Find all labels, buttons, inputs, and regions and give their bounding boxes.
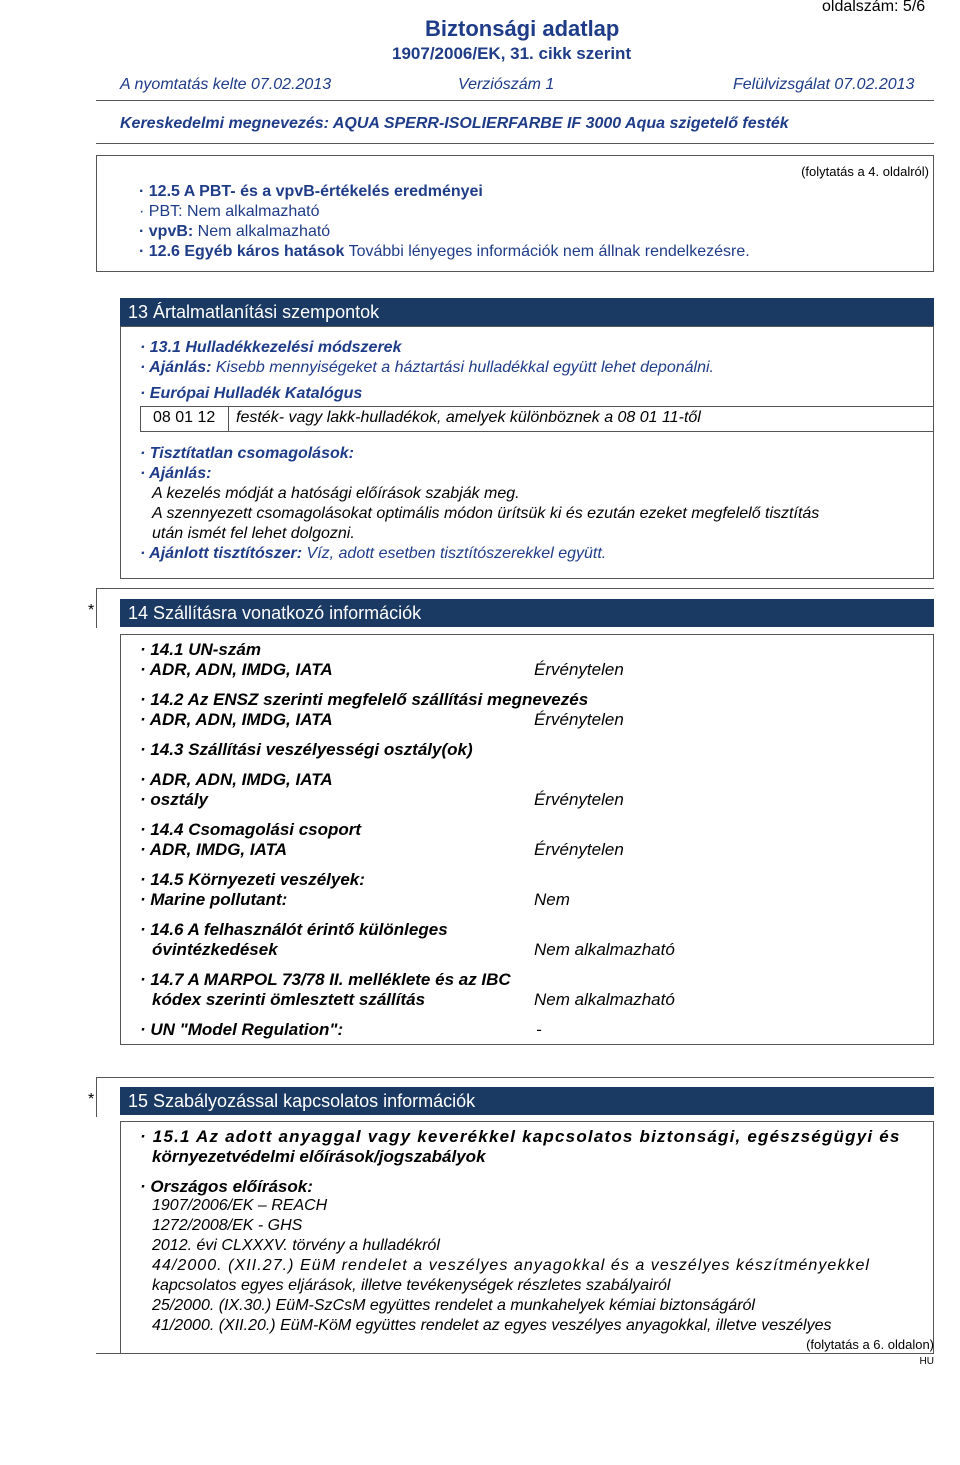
special-precautions-heading: · 14.6 A felhasználót érintő különleges [140,920,448,939]
header-divider [96,100,934,101]
un-number-value: Érvénytelen [534,660,624,679]
hazard-class-value: Érvénytelen [534,790,624,809]
packaging-text-2: A szennyezett csomagolásokat optimális módon ürítsük ki és ezután ezeket megfelelő tisztítás [152,505,820,522]
cleaning-agent-label: · Ajánlott tisztítószer: [140,545,303,562]
hazard-class-modes: · ADR, ADN, IMDG, IATA [140,770,333,789]
marpol-heading-2: kódex szerinti ömlesztett szállítás [152,990,426,1009]
ewc-code: 08 01 12 [153,409,216,426]
document-title: Biztonsági adatlap [425,16,620,41]
ewc-description: festék- vagy lakk-hulladékok, amelyek különböznek a 08 01 11-től [236,409,701,426]
regulation-heading-1: · 15.1 Az adott anyaggal vagy keverékkel kapcsolatos biztonsági, egészségügyi és [140,1127,901,1146]
packaging-recommendation-label: · Ajánlás: [140,465,212,482]
pbt-value: · PBT: Nem alkalmazható [139,203,320,220]
review-date: Felülvizsgálat 07.02.2013 [733,76,915,93]
section-15-left-edge [96,1077,97,1117]
waste-methods-heading: · 13.1 Hulladékkezelési módszerek [140,339,402,356]
continued-from: (folytatás a 4. oldalról) [801,164,929,179]
section-14-divider [96,588,934,589]
regulation-heading-2: környezetvédelmi előírások/jogszabályok [152,1147,486,1166]
changed-marker-15: * [88,1091,95,1108]
shipping-name-value: Érvénytelen [534,710,624,729]
packing-group-value: Érvénytelen [534,840,624,859]
changed-marker: * [88,602,95,619]
un-number-modes: · ADR, ADN, IMDG, IATA [140,660,333,679]
reg-44-2000-line-2: kapcsolatos egyes eljárások, illetve tevékenységek részletes szabályairól [152,1277,671,1294]
other-effects [139,243,750,261]
national-regs-heading: · Országos előírások: [140,1177,313,1196]
language-code: HU [919,1356,934,1367]
ewc-divider [228,406,229,432]
ewc-heading: · Európai Hulladék Katalógus [140,385,363,402]
packaging-text-1: A kezelés módját a hatósági előírások szabják meg. [152,485,520,502]
marpol-heading: · 14.7 A MARPOL 73/78 II. melléklete és az IBC [140,970,511,989]
section-14-title: 14 Szállításra vonatkozó információk [120,599,934,627]
vpvb-label: · vpvB: [139,223,194,240]
shipping-name-modes: · ADR, ADN, IMDG, IATA [140,710,333,729]
section-15-title: 15 Szabályozással kapcsolatos információk [120,1087,934,1115]
reg-25-2000: 25/2000. (IX.30.) EüM-SzCsM együttes rendelet a munkahelyek kémiai biztonságáról [152,1297,755,1314]
print-date: A nyomtatás kelte 07.02.2013 [120,76,332,93]
recommendation-text: Kisebb mennyiségeket a háztartási hulladékkal együtt lehet deponálni. [211,359,714,376]
section-13-title: 13 Ártalmatlanítási szempontok [120,298,934,326]
header-divider-2 [96,143,934,144]
trade-name: Kereskedelmi megnevezés: AQUA SPERR-ISOLIERFARBE IF 3000 Aqua szigetelő festék [120,115,789,132]
continued-on: (folytatás a 6. oldalon) [806,1337,934,1352]
shipping-name-heading: · 14.2 Az ENSZ szerinti megfelelő szállítási megnevezés [140,690,589,709]
un-number-heading: · 14.1 UN-szám [140,640,261,659]
packing-group-modes: · ADR, IMDG, IATA [140,840,287,859]
reg-41-2000: 41/2000. (XII.20.) EüM-KöM együttes rendelet az egyes veszélyes anyagokkal, illetve veszélyes [152,1317,832,1334]
reg-reach: 1907/2006/EK – REACH [152,1197,328,1214]
hazard-class-label: · osztály [140,790,209,809]
section-12-continuation [96,155,934,272]
special-precautions-heading-2: óvintézkedések [152,940,278,959]
recommendation-label: · Ajánlás: [140,359,212,376]
special-precautions-value: Nem alkalmazható [534,940,675,959]
marine-pollutant-value: Nem [534,890,570,909]
section-15-divider [96,1077,934,1078]
model-regulation-value: - [536,1020,542,1039]
model-regulation-label: · UN "Model Regulation": [140,1020,344,1039]
section-14-left-edge [96,588,97,628]
cleaning-agent-text: Víz, adott esetben tisztítószerekkel együtt. [302,545,607,562]
document-subtitle: 1907/2006/EK, 31. cikk szerint [392,44,632,63]
page-number: oldalszám: 5/6 [822,0,926,15]
env-hazards-heading: · 14.5 Környezeti veszélyek: [140,870,365,889]
vpvb-value: · vpvB: Nem alkalmazható [139,223,331,240]
marpol-value: Nem alkalmazható [534,990,675,1009]
footer-divider [96,1353,934,1354]
packaging-text-3: után ismét fel lehet dolgozni. [152,525,355,542]
marine-pollutant-label: · Marine pollutant: [140,890,288,909]
reg-waste-law: 2012. évi CLXXXV. törvény a hulladékról [152,1237,440,1254]
cleaning-agent [140,545,606,563]
hazard-class-heading: · 14.3 Szállítási veszélyességi osztály(ok) [140,740,473,759]
packing-group-heading: · 14.4 Csomagolási csoport [140,820,362,839]
other-effects-label: · 12.6 Egyéb káros hatások [139,243,345,260]
reg-44-2000-line-1: 44/2000. (XII.27.) EüM rendelet a veszélyes anyagokkal és a veszélyes készítményekkel [152,1257,871,1274]
uncleaned-packaging-heading: · Tisztítatlan csomagolások: [140,445,354,462]
reg-ghs: 1272/2008/EK - GHS [152,1217,303,1234]
other-effects-text: További lényeges információk nem állnak rendelkezésre. [344,243,750,260]
pbt-heading: · 12.5 A PBT- és a vpvB-értékelés eredményei [139,183,483,200]
waste-recommendation [140,359,714,377]
version: Verziószám 1 [458,76,555,93]
